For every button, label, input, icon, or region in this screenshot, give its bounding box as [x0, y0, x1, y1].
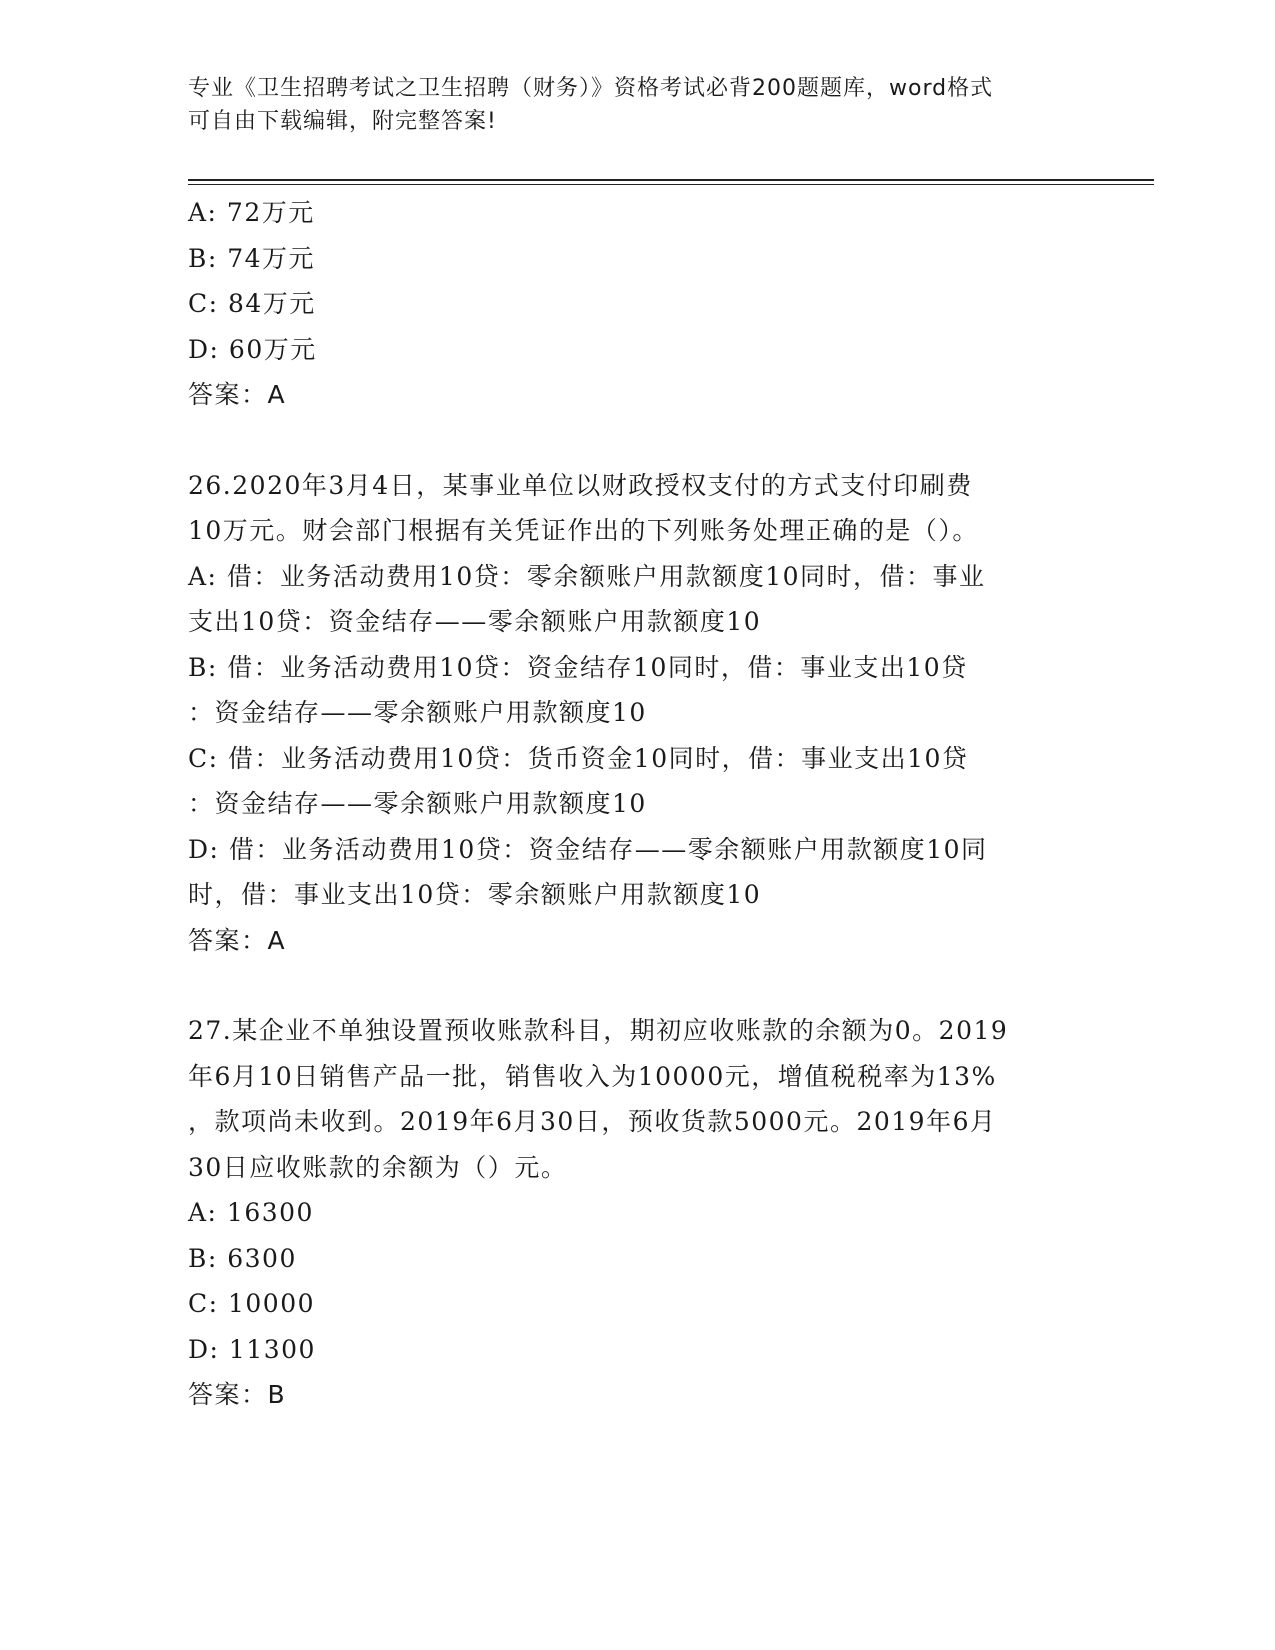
- answer-line: 答案：A: [188, 380, 287, 409]
- question-stem-line: 30日应收账款的余额为（）元。: [188, 1152, 568, 1182]
- document-body: [188, 190, 1078, 1418]
- answer-line: 答案：A: [188, 925, 287, 955]
- option-a: A: 72万元: [188, 198, 315, 227]
- question-27-block: [188, 1008, 1078, 1418]
- option-d: D: 11300: [188, 1334, 316, 1364]
- question-stem-line: 27.某企业不单独设置预收账款科目，期初应收账款的余额为0。2019: [188, 1016, 1009, 1045]
- document-header: [188, 72, 1068, 138]
- spacer: [188, 963, 1078, 1008]
- option-c: C: 10000: [188, 1289, 316, 1318]
- question-stem-line: 10万元。财会部门根据有关凭证作出的下列账务处理正确的是（）。: [188, 516, 979, 545]
- option-c-line-1: C: 借：业务活动费用10贷：货币资金10同时，借：事业支出10贷: [188, 743, 969, 773]
- option-a-line-2: 支出10贷：资金结存——零余额账户用款额度10: [188, 607, 762, 636]
- header-title-line-1: 专业《卫生招聘考试之卫生招聘（财务）》资格考试必背200题题库，word格式: [188, 76, 994, 101]
- question-stem-line: 年6月10日销售产品一批，销售收入为10000元，增值税税率为13%: [188, 1061, 997, 1091]
- option-c-line-2: ：资金结存——零余额账户用款额度10: [188, 789, 647, 818]
- header-title-line-2: 可自由下载编辑，附完整答案!: [188, 109, 497, 134]
- option-b: B: 74万元: [188, 243, 316, 273]
- question-26-block: [188, 463, 1078, 964]
- answer-line: 答案：B: [188, 1380, 287, 1409]
- previous-question-block: [188, 190, 1078, 418]
- option-a: A: 16300: [188, 1198, 314, 1227]
- option-a-line-1: A: 借：业务活动费用10贷：零余额账户用款额度10同时，借：事业: [188, 561, 986, 591]
- spacer: [188, 418, 1078, 463]
- option-b-line-2: ：资金结存——零余额账户用款额度10: [188, 698, 647, 727]
- option-b: B: 6300: [188, 1243, 297, 1273]
- option-c: C: 84万元: [188, 289, 316, 318]
- header-divider-thick: [188, 179, 1154, 181]
- option-d-line-2: 时，借：事业支出10贷：零余额账户用款额度10: [188, 880, 762, 909]
- option-b-line-1: B: 借：业务活动费用10贷：资金结存10同时，借：事业支出10贷: [188, 652, 968, 682]
- question-stem-line: ，款项尚未收到。2019年6月30日，预收货款5000元。2019年6月: [188, 1107, 997, 1136]
- option-d-line-1: D: 借：业务活动费用10贷：资金结存——零余额账户用款额度10同: [188, 834, 988, 864]
- header-divider-thin: [188, 184, 1154, 185]
- question-stem-line: 26.2020年3月4日，某事业单位以财政授权支付的方式支付印刷费: [188, 470, 973, 500]
- option-d: D: 60万元: [188, 334, 317, 364]
